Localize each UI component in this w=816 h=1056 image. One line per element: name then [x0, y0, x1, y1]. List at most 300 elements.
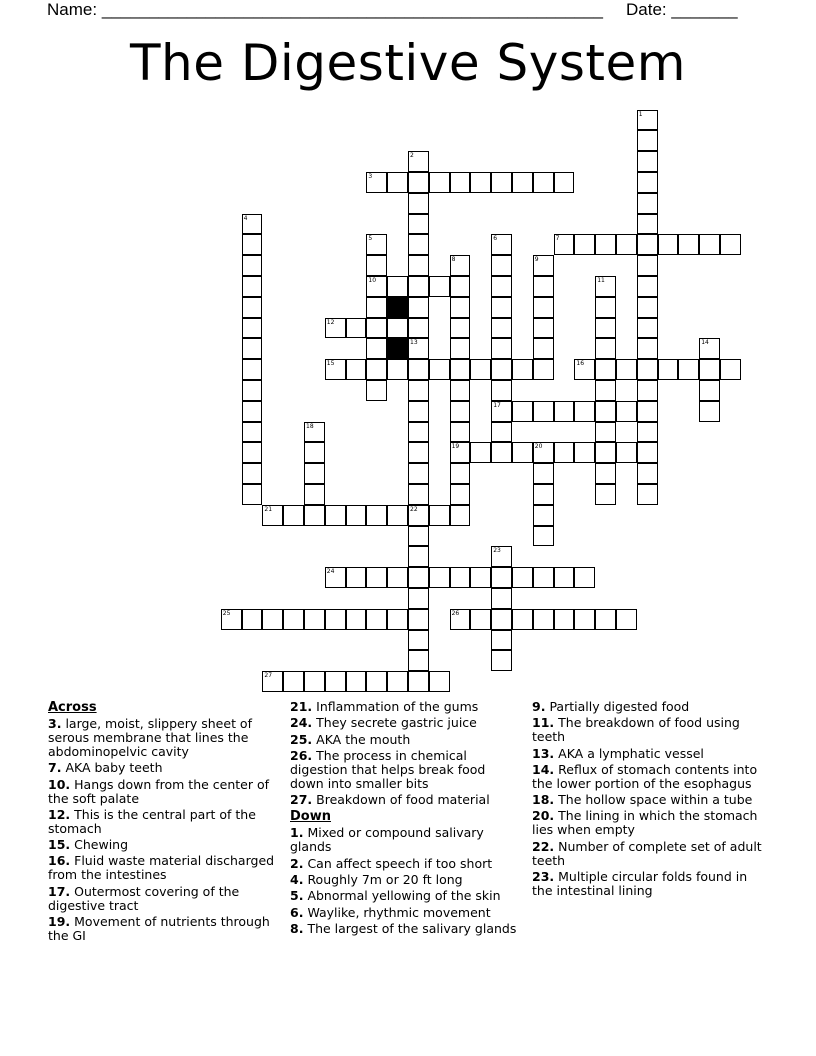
clue-13 [532, 747, 768, 761]
crossword-cell[interactable] [637, 130, 658, 151]
crossword-cell[interactable] [533, 401, 554, 422]
crossword-cell[interactable] [304, 484, 325, 505]
clue-text: The process in chemical digestion that helps break food down into smaller bits [290, 747, 486, 791]
crossword-cell[interactable] [242, 401, 263, 422]
clue-number: 19. [48, 914, 71, 930]
crossword-cell[interactable] [491, 422, 512, 443]
crossword-cell[interactable] [533, 463, 554, 484]
clue-text: Number of complete set of adult teeth [532, 838, 762, 868]
crossword-cell[interactable] [533, 359, 554, 380]
crossword-cell[interactable] [512, 401, 533, 422]
crossword-cell[interactable] [242, 338, 263, 359]
crossword-cell[interactable] [533, 505, 554, 526]
crossword-cell[interactable] [450, 380, 471, 401]
crossword-cell[interactable] [387, 505, 408, 526]
crossword-cell[interactable] [491, 401, 512, 422]
crossword-cell[interactable] [637, 110, 658, 131]
clue-3 [48, 717, 280, 759]
crossword-cell[interactable] [595, 609, 616, 630]
crossword-cell[interactable] [595, 463, 616, 484]
clue-text: They secrete gastric juice [316, 715, 477, 731]
crossword-cell[interactable] [325, 505, 346, 526]
clue-24 [290, 716, 522, 730]
crossword-cell[interactable] [533, 318, 554, 339]
crossword-cell[interactable] [637, 255, 658, 276]
crossword-cell[interactable] [637, 172, 658, 193]
crossword-cell[interactable] [387, 172, 408, 193]
crossword-cell[interactable] [408, 297, 429, 318]
cell-number: 13 [410, 339, 418, 347]
crossword-cell[interactable] [699, 234, 720, 255]
crossword-cell[interactable] [366, 567, 387, 588]
crossword-cell[interactable] [262, 671, 283, 692]
crossword-cell[interactable] [595, 297, 616, 318]
crossword-cell[interactable] [366, 359, 387, 380]
crossword-cell[interactable] [574, 567, 595, 588]
crossword-cell[interactable] [450, 505, 471, 526]
cell-number: 27 [264, 672, 273, 680]
crossword-cell[interactable] [325, 609, 346, 630]
crossword-cell[interactable] [408, 442, 429, 463]
crossword-cell[interactable] [366, 172, 387, 193]
crossword-cell[interactable] [325, 671, 346, 692]
crossword-cell[interactable] [491, 172, 512, 193]
crossword-cell[interactable] [450, 318, 471, 339]
clue-10 [48, 778, 280, 806]
clues-column-2 [290, 700, 522, 938]
crossword-cell[interactable] [533, 609, 554, 630]
crossword-cell[interactable] [242, 255, 263, 276]
crossword-cell[interactable] [533, 255, 554, 276]
crossword-cell[interactable] [533, 526, 554, 547]
crossword-cell[interactable] [242, 380, 263, 401]
crossword-cell[interactable] [491, 650, 512, 671]
crossword-cell[interactable] [408, 546, 429, 567]
crossword-cell[interactable] [595, 276, 616, 297]
crossword-cell[interactable] [408, 422, 429, 443]
clue-4 [290, 873, 522, 887]
crossword-cell[interactable] [491, 318, 512, 339]
cell-number: 11 [597, 277, 605, 284]
crossword-cell[interactable] [346, 671, 367, 692]
crossword-cell[interactable] [450, 338, 471, 359]
crossword-cell[interactable] [554, 401, 575, 422]
crossword-cell[interactable] [512, 359, 533, 380]
crossword-cell[interactable] [408, 234, 429, 255]
crossword-cell[interactable] [387, 609, 408, 630]
crossword-cell[interactable] [595, 318, 616, 339]
clue-2 [290, 857, 522, 871]
crossword-cell[interactable] [408, 214, 429, 235]
clue-number: 18. [532, 792, 555, 808]
clue-text: Breakdown of food material [316, 792, 490, 808]
crossword-cell[interactable] [408, 671, 429, 692]
crossword-cell[interactable] [304, 609, 325, 630]
crossword-cell[interactable] [533, 172, 554, 193]
crossword-cell[interactable] [491, 546, 512, 567]
crossword-cell[interactable] [242, 276, 263, 297]
crossword-cell[interactable] [450, 401, 471, 422]
crossword-cell[interactable] [366, 505, 387, 526]
cell-number: 20 [534, 443, 543, 451]
crossword-cell[interactable] [554, 234, 575, 255]
crossword-cell[interactable] [595, 380, 616, 401]
clue-heading-across: Across [48, 700, 97, 715]
cell-number: 8 [451, 256, 456, 264]
crossword-cell[interactable] [533, 338, 554, 359]
crossword-cell[interactable] [408, 484, 429, 505]
clue-number: 8. [290, 920, 304, 936]
cell-number: 17 [493, 401, 501, 409]
crossword-cell[interactable] [554, 609, 575, 630]
crossword-cell[interactable] [325, 318, 346, 339]
crossword-cell[interactable] [346, 609, 367, 630]
crossword-cell[interactable] [242, 297, 263, 318]
clues-column-3 [532, 700, 768, 900]
crossword-cell[interactable] [637, 484, 658, 505]
crossword-cell[interactable] [533, 276, 554, 297]
clue-number: 20. [532, 808, 555, 824]
crossword-cell[interactable] [242, 318, 263, 339]
clue-number: 13. [532, 745, 555, 761]
crossword-cell[interactable] [366, 671, 387, 692]
cell-number: 9 [534, 256, 539, 264]
clue-text: Mixed or compound salivary glands [290, 825, 484, 855]
crossword-cell[interactable] [325, 567, 346, 588]
crossword-cell[interactable] [470, 359, 491, 380]
crossword-cell[interactable] [387, 318, 408, 339]
date-label: Date: [626, 0, 667, 19]
clue-9 [532, 700, 768, 714]
crossword-cell[interactable] [595, 401, 616, 422]
clue-number: 3. [48, 716, 62, 731]
crossword-cell[interactable] [408, 359, 429, 380]
crossword-cell[interactable] [408, 276, 429, 297]
crossword-cell[interactable] [408, 630, 429, 651]
crossword-cell[interactable] [304, 463, 325, 484]
crossword-cell[interactable] [429, 276, 450, 297]
crossword-cell[interactable] [387, 359, 408, 380]
black-cell [387, 297, 408, 318]
crossword-cell[interactable] [512, 609, 533, 630]
crossword-cell[interactable] [533, 442, 554, 463]
crossword-cell[interactable] [616, 609, 637, 630]
crossword-cell[interactable] [678, 234, 699, 255]
cell-number: 5 [368, 235, 373, 243]
crossword-cell[interactable] [408, 318, 429, 339]
crossword-cell[interactable] [366, 234, 387, 255]
clue-18 [532, 793, 768, 807]
crossword-cell[interactable] [366, 338, 387, 359]
crossword-cell[interactable] [242, 484, 263, 505]
crossword-cell[interactable] [408, 650, 429, 671]
clue-22 [532, 840, 768, 868]
crossword-cell[interactable] [450, 484, 471, 505]
crossword-cell[interactable] [450, 297, 471, 318]
clue-16 [48, 854, 280, 882]
crossword-cell[interactable] [450, 276, 471, 297]
clue-text: Fluid waste material discharged from the intestines [48, 853, 275, 883]
crossword-cell[interactable] [429, 359, 450, 380]
crossword-cell[interactable] [554, 442, 575, 463]
crossword-cell[interactable] [491, 380, 512, 401]
clue-number: 22. [532, 838, 555, 854]
clue-number: 17. [48, 883, 71, 899]
clue-20 [532, 809, 768, 837]
crossword-cell[interactable] [408, 338, 429, 359]
crossword-cell[interactable] [616, 401, 637, 422]
clue-text: Chewing [74, 837, 129, 853]
clue-number: 5. [290, 888, 304, 904]
crossword-cell[interactable] [450, 567, 471, 588]
crossword-cell[interactable] [491, 359, 512, 380]
crossword-cell[interactable] [699, 380, 720, 401]
crossword-cell[interactable] [637, 318, 658, 339]
crossword-cell[interactable] [491, 276, 512, 297]
clue-text: Abnormal yellowing of the skin [307, 888, 501, 904]
cell-number: 2 [410, 152, 414, 160]
crossword-cell[interactable] [408, 609, 429, 630]
crossword-cell[interactable] [429, 567, 450, 588]
clue-number: 4. [290, 872, 304, 888]
crossword-cell[interactable] [637, 442, 658, 463]
crossword-cell[interactable] [533, 484, 554, 505]
crossword-cell[interactable] [304, 442, 325, 463]
crossword-cell[interactable] [283, 671, 304, 692]
clue-26 [290, 749, 522, 791]
crossword-cell[interactable] [720, 234, 741, 255]
clue-text: The hollow space within a tube [558, 792, 753, 808]
crossword-cell[interactable] [595, 338, 616, 359]
clue-text: Inflammation of the gums [316, 699, 479, 714]
crossword-cell[interactable] [304, 505, 325, 526]
crossword-cell[interactable] [595, 422, 616, 443]
cell-number: 16 [576, 360, 585, 368]
crossword-cell[interactable] [450, 359, 471, 380]
crossword-cell[interactable] [491, 588, 512, 609]
crossword-cell[interactable] [283, 609, 304, 630]
crossword-cell[interactable] [470, 442, 491, 463]
crossword-cell[interactable] [574, 442, 595, 463]
crossword-cell[interactable] [346, 567, 367, 588]
clue-number: 1. [290, 825, 304, 841]
crossword-cell[interactable] [366, 609, 387, 630]
crossword-cell[interactable] [699, 338, 720, 359]
crossword-cell[interactable] [346, 359, 367, 380]
clue-21 [290, 700, 522, 714]
crossword-cell[interactable] [408, 463, 429, 484]
crossword-cell[interactable] [554, 172, 575, 193]
clue-5 [290, 889, 522, 903]
clue-number: 16. [48, 853, 71, 869]
crossword-cell[interactable] [387, 567, 408, 588]
clue-15 [48, 838, 280, 852]
crossword-cell[interactable] [491, 567, 512, 588]
crossword-cell[interactable] [387, 671, 408, 692]
crossword-cell[interactable] [262, 609, 283, 630]
crossword-cell[interactable] [512, 567, 533, 588]
crossword-cell[interactable] [637, 297, 658, 318]
clue-19 [48, 915, 280, 943]
crossword-cell[interactable] [408, 380, 429, 401]
clue-text: The lining in which the stomach lies when empty [532, 808, 758, 838]
crossword-cell[interactable] [242, 463, 263, 484]
crossword-cell[interactable] [574, 359, 595, 380]
date-line: _______ [671, 0, 738, 19]
crossword-cell[interactable] [429, 172, 450, 193]
crossword-cell[interactable] [429, 505, 450, 526]
crossword-cell[interactable] [699, 359, 720, 380]
clue-text: AKA baby teeth [65, 760, 163, 776]
crossword-cell[interactable] [366, 276, 387, 297]
crossword-cell[interactable] [325, 359, 346, 380]
crossword-cell[interactable] [408, 151, 429, 172]
clue-text: Roughly 7m or 20 ft long [307, 872, 463, 888]
clue-11 [532, 716, 768, 744]
crossword-cell[interactable] [574, 401, 595, 422]
crossword-cell[interactable] [408, 193, 429, 214]
crossword-cell[interactable] [242, 422, 263, 443]
clue-text: AKA a lymphatic vessel [558, 745, 704, 761]
clue-text: Waylike, rhythmic movement [307, 904, 491, 920]
clue-6 [290, 906, 522, 920]
crossword-cell[interactable] [242, 442, 263, 463]
crossword-cell[interactable] [637, 193, 658, 214]
clue-number: 27. [290, 792, 313, 808]
crossword-cell[interactable] [533, 297, 554, 318]
crossword-cell[interactable] [450, 609, 471, 630]
crossword-cell[interactable] [450, 422, 471, 443]
crossword-cell[interactable] [346, 318, 367, 339]
crossword-cell[interactable] [616, 234, 637, 255]
crossword-cell[interactable] [491, 630, 512, 651]
crossword-cell[interactable] [470, 609, 491, 630]
crossword-cell[interactable] [595, 442, 616, 463]
crossword-cell[interactable] [637, 463, 658, 484]
crossword-cell[interactable] [304, 422, 325, 443]
crossword-cell[interactable] [637, 151, 658, 172]
crossword-cell[interactable] [346, 505, 367, 526]
crossword-cell[interactable] [637, 401, 658, 422]
crossword-cell[interactable] [408, 255, 429, 276]
crossword-cell[interactable] [658, 359, 679, 380]
crossword-cell[interactable] [491, 297, 512, 318]
cell-number: 25 [222, 609, 231, 617]
crossword-cell[interactable] [450, 172, 471, 193]
crossword-cell[interactable] [678, 359, 699, 380]
clue-text: Can affect speech if too short [307, 855, 493, 871]
crossword-cell[interactable] [304, 671, 325, 692]
crossword-cell[interactable] [491, 234, 512, 255]
crossword-cell[interactable] [637, 380, 658, 401]
crossword-cell[interactable] [283, 505, 304, 526]
crossword-cell[interactable] [408, 526, 429, 547]
crossword-cell[interactable] [512, 442, 533, 463]
clue-text: Outermost covering of the digestive tract [48, 883, 240, 913]
crossword-cell[interactable] [637, 359, 658, 380]
crossword-cell[interactable] [470, 567, 491, 588]
crossword-cell[interactable] [491, 442, 512, 463]
name-label: Name: [47, 0, 98, 19]
cell-number: 15 [326, 360, 335, 368]
crossword-cell[interactable] [699, 401, 720, 422]
crossword-cell[interactable] [533, 567, 554, 588]
cell-number: 14 [701, 339, 709, 347]
crossword-cell[interactable] [595, 359, 616, 380]
crossword-cell[interactable] [574, 234, 595, 255]
crossword-cell[interactable] [450, 442, 471, 463]
crossword-cell[interactable] [616, 359, 637, 380]
crossword-cell[interactable] [408, 401, 429, 422]
cell-number: 26 [451, 609, 460, 617]
crossword-cell[interactable] [512, 172, 533, 193]
clue-12 [48, 808, 280, 836]
crossword-cell[interactable] [242, 234, 263, 255]
crossword-cell[interactable] [450, 463, 471, 484]
crossword-cell[interactable] [658, 234, 679, 255]
crossword-cell[interactable] [262, 505, 283, 526]
clue-text: Movement of nutrients through the GI [48, 914, 270, 944]
crossword-cell[interactable] [574, 609, 595, 630]
crossword-cell[interactable] [429, 671, 450, 692]
crossword-cell[interactable] [408, 567, 429, 588]
crossword-cell[interactable] [491, 255, 512, 276]
crossword-cell[interactable] [637, 338, 658, 359]
crossword-cell[interactable] [242, 609, 263, 630]
clue-text: Hangs down from the center of the soft palate [48, 776, 270, 806]
crossword-cell[interactable] [366, 297, 387, 318]
crossword-cell[interactable] [408, 172, 429, 193]
clue-1 [290, 826, 522, 854]
crossword-cell[interactable] [221, 609, 242, 630]
clue-25 [290, 733, 522, 747]
crossword-cell[interactable] [637, 214, 658, 235]
crossword-cell[interactable] [554, 567, 575, 588]
cell-number: 18 [306, 422, 314, 430]
crossword-cell[interactable] [242, 359, 263, 380]
cell-number: 1 [638, 110, 643, 118]
crossword-cell[interactable] [470, 172, 491, 193]
crossword-cell[interactable] [616, 442, 637, 463]
clues-column-1 [48, 700, 280, 945]
crossword-cell[interactable] [595, 484, 616, 505]
crossword-cell[interactable] [637, 234, 658, 255]
crossword-cell[interactable] [366, 380, 387, 401]
cell-number: 21 [264, 505, 273, 513]
crossword-cell[interactable] [720, 359, 741, 380]
crossword-cell[interactable] [595, 234, 616, 255]
clue-number: 25. [290, 731, 313, 747]
crossword-cell[interactable] [408, 505, 429, 526]
clue-number: 7. [48, 760, 62, 776]
clue-number: 11. [532, 715, 555, 731]
crossword-cell[interactable] [387, 276, 408, 297]
clue-number: 23. [532, 869, 555, 885]
crossword-cell[interactable] [366, 255, 387, 276]
clue-text: Multiple circular folds found in the intestinal lining [532, 869, 748, 899]
crossword-cell[interactable] [637, 422, 658, 443]
crossword-cell[interactable] [491, 609, 512, 630]
clue-text: Partially digested food [549, 699, 690, 714]
crossword-cell[interactable] [366, 318, 387, 339]
crossword-cell[interactable] [408, 588, 429, 609]
clue-number: 15. [48, 837, 71, 853]
crossword-cell[interactable] [637, 276, 658, 297]
crossword-cell[interactable] [491, 338, 512, 359]
clue-number: 14. [532, 761, 555, 777]
crossword-cell[interactable] [242, 214, 263, 235]
crossword-cell[interactable] [450, 255, 471, 276]
